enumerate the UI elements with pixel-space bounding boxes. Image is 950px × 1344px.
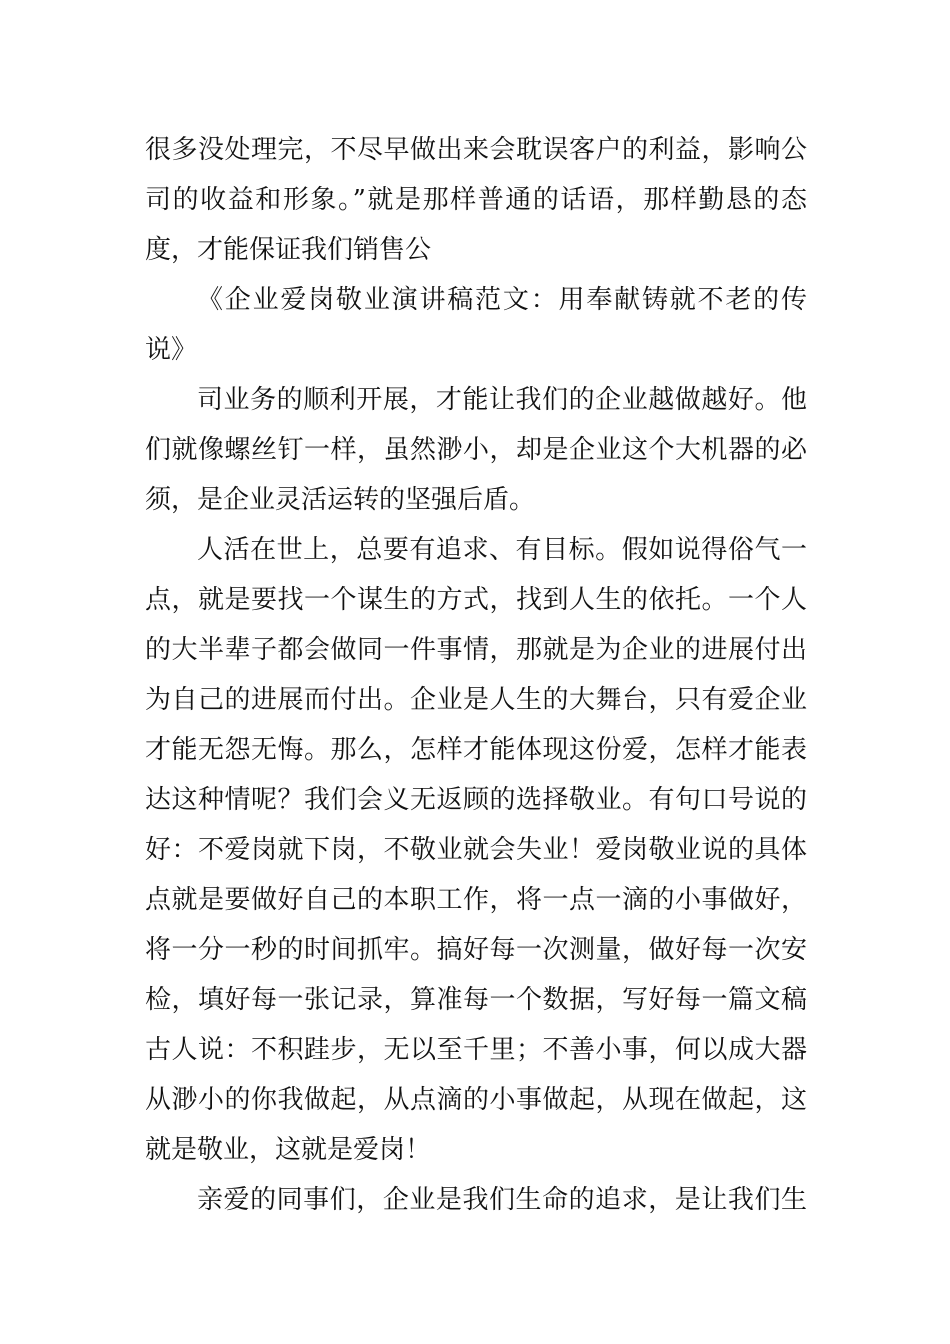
text-line: 亲爱的同事们，企业是我们生命的追求，是让我们生: [197, 1185, 807, 1215]
text-line: 达这种情呢？我们会义无返顾的选择敬业。有句口号说的: [145, 785, 807, 815]
text-line: 们就像螺丝钉一样，虽然渺小，却是企业这个大机器的必: [145, 435, 807, 465]
text-line: 的大半辈子都会做同一件事情，那就是为企业的进展付出: [145, 635, 807, 665]
text-line: 为自己的进展而付出。企业是人生的大舞台，只有爱企业: [145, 685, 807, 715]
text-line: 将一分一秒的时间抓牢。搞好每一次测量，做好每一次安: [145, 935, 807, 965]
text-line: 古人说：不积跬步，无以至千里；不善小事，何以成大器: [145, 1035, 807, 1065]
text-line: 须，是企业灵活运转的坚强后盾。: [145, 485, 536, 515]
text-line: 很多没处理完，不尽早做出来会耽误客户的利益，影响公: [145, 135, 807, 165]
text-line: 人活在世上，总要有追求、有目标。假如说得俗气一: [197, 535, 807, 565]
document-title-line: 说》: [145, 335, 198, 365]
text-line: 就是敬业，这就是爱岗！: [145, 1135, 432, 1165]
text-line: 度，才能保证我们销售公: [145, 235, 432, 265]
text-line: 司的收益和形象。”就是那样普通的话语，那样勤恳的态: [145, 185, 807, 215]
text-line: 从渺小的你我做起，从点滴的小事做起，从现在做起，这: [145, 1085, 807, 1115]
text-line: 才能无怨无悔。那么，怎样才能体现这份爱，怎样才能表: [145, 735, 807, 765]
text-line: 点就是要做好自己的本职工作，将一点一滴的小事做好，: [145, 885, 807, 915]
text-line: 司业务的顺利开展，才能让我们的企业越做越好。他: [197, 385, 807, 415]
text-line: 检，填好每一张记录，算准每一个数据，写好每一篇文稿: [145, 985, 807, 1015]
text-line: 点，就是要找一个谋生的方式，找到人生的依托。一个人: [145, 585, 807, 615]
body-text: [145, 125, 807, 1225]
document-title-line: 《企业爱岗敬业演讲稿范文：用奉献铸就不老的传: [197, 285, 807, 315]
text-line: 好：不爱岗就下岗，不敬业就会失业！爱岗敬业说的具体: [145, 835, 807, 865]
